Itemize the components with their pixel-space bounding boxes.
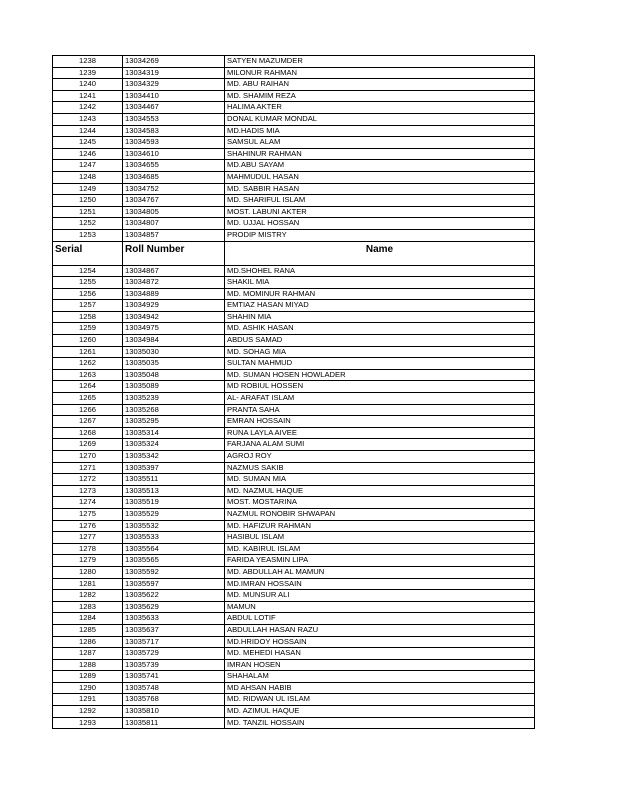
results-table <box>52 55 535 729</box>
roll-number-cell: 13035564 <box>123 543 225 555</box>
roll-number-cell: 13034610 <box>123 148 225 160</box>
serial-cell: 1263 <box>53 369 123 381</box>
roll-number-cell: 13035397 <box>123 462 225 474</box>
roll-number-cell: 13034872 <box>123 277 225 289</box>
roll-number-cell: 13035314 <box>123 427 225 439</box>
table-row <box>53 218 535 230</box>
name-cell: IMRAN HOSEN <box>225 659 535 671</box>
name-cell: MD. ABU RAIHAN <box>225 79 535 91</box>
serial-cell: 1279 <box>53 555 123 567</box>
name-cell: PRODIP MISTRY <box>225 229 535 241</box>
table-row <box>53 369 535 381</box>
name-cell: MD. ASHIK HASAN <box>225 323 535 335</box>
roll-number-cell: 13035748 <box>123 682 225 694</box>
table-body-bottom <box>53 265 535 729</box>
table-row <box>53 148 535 160</box>
table-row <box>53 520 535 532</box>
table-header-row <box>53 241 535 265</box>
serial-cell: 1293 <box>53 717 123 729</box>
roll-number-cell: 13034929 <box>123 300 225 312</box>
name-cell: SATYEN MAZUMDER <box>225 56 535 68</box>
serial-cell: 1251 <box>53 206 123 218</box>
table-row <box>53 56 535 68</box>
table-row <box>53 601 535 613</box>
roll-number-cell: 13035729 <box>123 648 225 660</box>
table-row <box>53 113 535 125</box>
roll-number-cell: 13034984 <box>123 335 225 347</box>
serial-cell: 1274 <box>53 497 123 509</box>
serial-cell: 1269 <box>53 439 123 451</box>
table-row <box>53 404 535 416</box>
roll-number-cell: 13034857 <box>123 229 225 241</box>
name-cell: MD. RIDWAN UL ISLAM <box>225 694 535 706</box>
table-row <box>53 636 535 648</box>
table-row <box>53 613 535 625</box>
roll-number-header: Roll Number <box>123 241 225 265</box>
name-cell: MD. SHARIFUL ISLAM <box>225 195 535 207</box>
table-row <box>53 160 535 172</box>
table-row <box>53 659 535 671</box>
table-row <box>53 474 535 486</box>
serial-cell: 1260 <box>53 335 123 347</box>
table-row <box>53 125 535 137</box>
table-row <box>53 706 535 718</box>
name-cell: PRANTA SAHA <box>225 404 535 416</box>
roll-number-cell: 13034410 <box>123 90 225 102</box>
roll-number-cell: 13035048 <box>123 369 225 381</box>
table-row <box>53 694 535 706</box>
serial-cell: 1254 <box>53 265 123 277</box>
table-row <box>53 137 535 149</box>
roll-number-cell: 13035268 <box>123 404 225 416</box>
roll-number-cell: 13035629 <box>123 601 225 613</box>
roll-number-cell: 13035739 <box>123 659 225 671</box>
roll-number-cell: 13034752 <box>123 183 225 195</box>
serial-cell: 1292 <box>53 706 123 718</box>
table-row <box>53 288 535 300</box>
serial-cell: 1256 <box>53 288 123 300</box>
table-row <box>53 462 535 474</box>
serial-cell: 1253 <box>53 229 123 241</box>
roll-number-cell: 13034467 <box>123 102 225 114</box>
name-header: Name <box>225 241 535 265</box>
roll-number-cell: 13034583 <box>123 125 225 137</box>
serial-cell: 1291 <box>53 694 123 706</box>
name-cell: MAHMUDUL HASAN <box>225 171 535 183</box>
table-row <box>53 335 535 347</box>
table-row <box>53 508 535 520</box>
serial-cell: 1288 <box>53 659 123 671</box>
name-cell: ABDULLAH HASAN RAZU <box>225 624 535 636</box>
serial-cell: 1284 <box>53 613 123 625</box>
name-cell: NAZMUS SAKIB <box>225 462 535 474</box>
name-cell: RUNA LAYLA AIVEE <box>225 427 535 439</box>
serial-cell: 1271 <box>53 462 123 474</box>
name-cell: SULTAN MAHMUD <box>225 358 535 370</box>
table-row <box>53 590 535 602</box>
name-cell: SHAHINUR RAHMAN <box>225 148 535 160</box>
roll-number-cell: 13035768 <box>123 694 225 706</box>
serial-cell: 1258 <box>53 311 123 323</box>
serial-cell: 1281 <box>53 578 123 590</box>
table-row <box>53 311 535 323</box>
name-cell: NAZMUL RONOBIR SHWAPAN <box>225 508 535 520</box>
table-row <box>53 183 535 195</box>
serial-cell: 1249 <box>53 183 123 195</box>
table-row <box>53 393 535 405</box>
roll-number-cell: 13035533 <box>123 532 225 544</box>
serial-cell: 1241 <box>53 90 123 102</box>
name-cell: MD. AZIMUL HAQUE <box>225 706 535 718</box>
table-row <box>53 427 535 439</box>
table-row <box>53 555 535 567</box>
serial-cell: 1242 <box>53 102 123 114</box>
name-cell: MD.SHOHEL RANA <box>225 265 535 277</box>
table-row <box>53 543 535 555</box>
name-cell: FARIDA YEASMIN LIPA <box>225 555 535 567</box>
table-row <box>53 671 535 683</box>
name-cell: MAMUN <box>225 601 535 613</box>
serial-cell: 1250 <box>53 195 123 207</box>
roll-number-cell: 13035637 <box>123 624 225 636</box>
name-cell: DONAL KUMAR MONDAL <box>225 113 535 125</box>
serial-cell: 1257 <box>53 300 123 312</box>
table-row <box>53 416 535 428</box>
name-cell: MD. MOMINUR RAHMAN <box>225 288 535 300</box>
table-row <box>53 277 535 289</box>
roll-number-cell: 13035633 <box>123 613 225 625</box>
table-row <box>53 381 535 393</box>
name-cell: ABDUS SAMAD <box>225 335 535 347</box>
roll-number-cell: 13034867 <box>123 265 225 277</box>
name-cell: EMRAN HOSSAIN <box>225 416 535 428</box>
table-row <box>53 229 535 241</box>
serial-cell: 1286 <box>53 636 123 648</box>
serial-cell: 1266 <box>53 404 123 416</box>
serial-cell: 1283 <box>53 601 123 613</box>
name-cell: SHAKIL MIA <box>225 277 535 289</box>
name-cell: MD. SOHAG MIA <box>225 346 535 358</box>
table-row <box>53 566 535 578</box>
serial-cell: 1255 <box>53 277 123 289</box>
name-cell: MD.HRIDOY HOSSAIN <box>225 636 535 648</box>
name-cell: MD. MUNSUR ALI <box>225 590 535 602</box>
serial-cell: 1262 <box>53 358 123 370</box>
serial-cell: 1248 <box>53 171 123 183</box>
name-cell: MD. SUMAN MIA <box>225 474 535 486</box>
name-cell: MD AHSAN HABIB <box>225 682 535 694</box>
serial-cell: 1239 <box>53 67 123 79</box>
roll-number-cell: 13035597 <box>123 578 225 590</box>
name-cell: MD. TANZIL HOSSAIN <box>225 717 535 729</box>
table-row <box>53 346 535 358</box>
table-row <box>53 532 535 544</box>
serial-cell: 1285 <box>53 624 123 636</box>
roll-number-cell: 13035519 <box>123 497 225 509</box>
name-cell: HALIMA AKTER <box>225 102 535 114</box>
serial-cell: 1278 <box>53 543 123 555</box>
name-cell: MD. ABDULLAH AL MAMUN <box>225 566 535 578</box>
table-row <box>53 265 535 277</box>
name-cell: MD. SABBIR HASAN <box>225 183 535 195</box>
name-cell: MD.HADIS MIA <box>225 125 535 137</box>
table-row <box>53 451 535 463</box>
roll-number-cell: 13034942 <box>123 311 225 323</box>
name-cell: MD. SUMAN HOSEN HOWLADER <box>225 369 535 381</box>
name-cell: MD. KABIRUL ISLAM <box>225 543 535 555</box>
name-cell: ABDUL LOTIF <box>225 613 535 625</box>
serial-cell: 1280 <box>53 566 123 578</box>
table-body-top <box>53 56 535 242</box>
table-row <box>53 485 535 497</box>
name-cell: MD.IMRAN HOSSAIN <box>225 578 535 590</box>
serial-cell: 1275 <box>53 508 123 520</box>
table-row <box>53 171 535 183</box>
name-cell: HASIBUL ISLAM <box>225 532 535 544</box>
roll-number-cell: 13035295 <box>123 416 225 428</box>
roll-number-cell: 13034319 <box>123 67 225 79</box>
serial-cell: 1264 <box>53 381 123 393</box>
name-cell: MD. HAFIZUR RAHMAN <box>225 520 535 532</box>
name-cell: MD.ABU SAYAM <box>225 160 535 172</box>
roll-number-cell: 13035529 <box>123 508 225 520</box>
table-row <box>53 439 535 451</box>
name-cell: SAMSUL ALAM <box>225 137 535 149</box>
serial-cell: 1240 <box>53 79 123 91</box>
roll-number-cell: 13035030 <box>123 346 225 358</box>
name-cell: MD ROBIUL HOSSEN <box>225 381 535 393</box>
table-row <box>53 358 535 370</box>
table-row <box>53 648 535 660</box>
table-row <box>53 90 535 102</box>
name-cell: SHAHALAM <box>225 671 535 683</box>
serial-cell: 1276 <box>53 520 123 532</box>
roll-number-cell: 13034805 <box>123 206 225 218</box>
table-row <box>53 497 535 509</box>
serial-cell: 1267 <box>53 416 123 428</box>
name-cell: MOST. MOSTARINA <box>225 497 535 509</box>
table-row <box>53 717 535 729</box>
name-cell: MD. MEHEDI HASAN <box>225 648 535 660</box>
serial-cell: 1268 <box>53 427 123 439</box>
roll-number-cell: 13035717 <box>123 636 225 648</box>
roll-number-cell: 13034889 <box>123 288 225 300</box>
table-row <box>53 195 535 207</box>
serial-cell: 1282 <box>53 590 123 602</box>
name-cell: MD. NAZMUL HAQUE <box>225 485 535 497</box>
roll-number-cell: 13035324 <box>123 439 225 451</box>
serial-cell: 1290 <box>53 682 123 694</box>
name-cell: AL- ARAFAT ISLAM <box>225 393 535 405</box>
roll-number-cell: 13035532 <box>123 520 225 532</box>
serial-cell: 1289 <box>53 671 123 683</box>
name-cell: MD. SHAMIM REZA <box>225 90 535 102</box>
serial-cell: 1265 <box>53 393 123 405</box>
serial-cell: 1238 <box>53 56 123 68</box>
table-row <box>53 67 535 79</box>
serial-cell: 1252 <box>53 218 123 230</box>
serial-header: Serial <box>53 241 123 265</box>
roll-number-cell: 13035342 <box>123 451 225 463</box>
roll-number-cell: 13034975 <box>123 323 225 335</box>
name-cell: AGROJ ROY <box>225 451 535 463</box>
roll-number-cell: 13034269 <box>123 56 225 68</box>
results-page <box>52 55 534 729</box>
table-row <box>53 624 535 636</box>
table-row <box>53 682 535 694</box>
serial-cell: 1261 <box>53 346 123 358</box>
roll-number-cell: 13034593 <box>123 137 225 149</box>
table-row <box>53 300 535 312</box>
table-header-group <box>53 241 535 265</box>
roll-number-cell: 13035811 <box>123 717 225 729</box>
serial-cell: 1277 <box>53 532 123 544</box>
roll-number-cell: 13035511 <box>123 474 225 486</box>
name-cell: MILONUR RAHMAN <box>225 67 535 79</box>
serial-cell: 1245 <box>53 137 123 149</box>
serial-cell: 1259 <box>53 323 123 335</box>
roll-number-cell: 13035741 <box>123 671 225 683</box>
serial-cell: 1243 <box>53 113 123 125</box>
roll-number-cell: 13034767 <box>123 195 225 207</box>
serial-cell: 1247 <box>53 160 123 172</box>
roll-number-cell: 13035565 <box>123 555 225 567</box>
name-cell: MOST. LABUNI AKTER <box>225 206 535 218</box>
table-row <box>53 79 535 91</box>
roll-number-cell: 13035239 <box>123 393 225 405</box>
roll-number-cell: 13035513 <box>123 485 225 497</box>
roll-number-cell: 13034553 <box>123 113 225 125</box>
name-cell: FARJANA ALAM SUMI <box>225 439 535 451</box>
roll-number-cell: 13034685 <box>123 171 225 183</box>
table-row <box>53 323 535 335</box>
roll-number-cell: 13034329 <box>123 79 225 91</box>
roll-number-cell: 13034807 <box>123 218 225 230</box>
roll-number-cell: 13035622 <box>123 590 225 602</box>
table-row <box>53 578 535 590</box>
table-row <box>53 206 535 218</box>
roll-number-cell: 13035592 <box>123 566 225 578</box>
serial-cell: 1244 <box>53 125 123 137</box>
roll-number-cell: 13035089 <box>123 381 225 393</box>
name-cell: EMTIAZ HASAN MIYAD <box>225 300 535 312</box>
name-cell: SHAHIN MIA <box>225 311 535 323</box>
serial-cell: 1273 <box>53 485 123 497</box>
table-row <box>53 102 535 114</box>
name-cell: MD. UJJAL HOSSAN <box>225 218 535 230</box>
serial-cell: 1287 <box>53 648 123 660</box>
roll-number-cell: 13034655 <box>123 160 225 172</box>
roll-number-cell: 13035035 <box>123 358 225 370</box>
serial-cell: 1270 <box>53 451 123 463</box>
roll-number-cell: 13035810 <box>123 706 225 718</box>
serial-cell: 1272 <box>53 474 123 486</box>
serial-cell: 1246 <box>53 148 123 160</box>
